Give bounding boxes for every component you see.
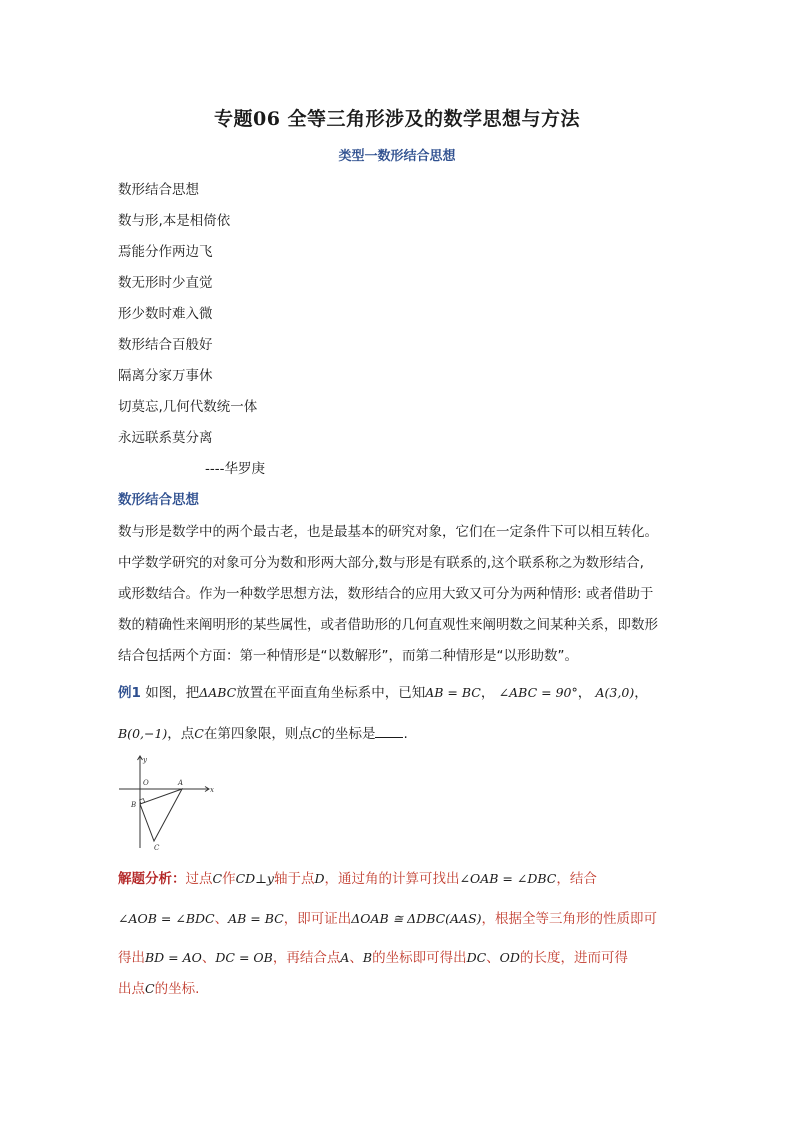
analysis-line-2 (118, 907, 657, 927)
analysis-text: ，即可证出 (283, 911, 352, 927)
coordinate-figure (117, 752, 217, 852)
math-expr: A (340, 950, 350, 965)
poem-line: 数无形时少直觉 (118, 275, 213, 291)
page-title: 专题06 全等三角形涉及的数学思想与方法 (213, 108, 581, 130)
math-expr: A(3,0) (595, 685, 635, 700)
poem-line: 切莫忘,几何代数统一体 (118, 399, 258, 415)
example-line-1 (118, 681, 648, 701)
math-expr: ∠AOB = ∠BDC (118, 911, 215, 926)
analysis-text: 的长度，进而可得 (519, 950, 628, 966)
math-expr: B (362, 950, 373, 965)
poem-line: 焉能分作两边飞 (118, 244, 213, 260)
poem-author: ----华罗庚 (205, 461, 265, 477)
paragraph-line: 数的精确性来阐明形的某些属性，或者借助形的几何直观性来阐明数之间某种关系，即数形 (118, 617, 658, 633)
analysis-text: 、 (349, 950, 363, 966)
poem-line: 隔离分家万事休 (118, 368, 213, 384)
analysis-text: 出点 (118, 981, 145, 997)
math-expr: ΔOAB ≅ ΔDBC(AAS) (351, 911, 482, 926)
example-text: 的坐标是 (321, 726, 376, 742)
analysis-text: 的坐标. (154, 981, 200, 997)
math-expr: D (314, 871, 325, 886)
analysis-text: 轴于点 (273, 871, 315, 887)
math-expr: DC (466, 950, 487, 965)
math-expr: C (212, 871, 223, 886)
math-expr: C (145, 981, 155, 996)
math-expr: AB = BC (228, 911, 284, 926)
math-expr: C (311, 726, 322, 741)
example-line-2 (118, 722, 408, 742)
right-angle-mark (140, 799, 145, 804)
point-label-o: O (143, 779, 149, 787)
analysis-line-3 (118, 946, 628, 966)
math-expr: CD⊥y (235, 871, 274, 886)
math-expr: ∠ABC = 90° (498, 685, 578, 700)
paragraph-line: 数与形是数学中的两个最古老，也是最基本的研究对象，它们在一定条件下可以相互转化。 (118, 524, 658, 540)
example-text: . (403, 726, 408, 742)
poem-line: 永远联系莫分离 (118, 430, 213, 446)
point-label-c: C (154, 844, 160, 852)
section-heading: 数形结合思想 (118, 492, 199, 508)
analysis-line-4 (118, 977, 199, 997)
analysis-text: 、 (214, 911, 229, 927)
answer-blank (375, 725, 403, 738)
paragraph-line: 中学数学研究的对象可分为数和形两大部分,数与形是有联系的,这个联系称之为数形结合, (118, 555, 644, 571)
example-label: 例1 (118, 685, 141, 701)
axis-label-x: x (210, 786, 214, 794)
analysis-text: ，结合 (556, 871, 597, 887)
point-label-b: B (131, 801, 137, 809)
analysis-text: 、 (201, 950, 216, 966)
axis-label-y: y (143, 756, 147, 764)
triangle-abc (140, 789, 182, 841)
analysis-text: 的坐标即可得出 (372, 950, 467, 966)
math-expr: B(0,−1) (118, 726, 168, 741)
example-text: ， (634, 685, 648, 701)
analysis-text: 作 (222, 871, 236, 887)
analysis-text: ，根据全等三角形的性质即可 (481, 911, 658, 927)
paragraph-line: 或形数结合。作为一种数学思想方法，数形结合的应用大致又可分为两种情形: 或者借助于 (118, 586, 654, 602)
example-text: 在第四象限，则点 (203, 726, 312, 742)
analysis-label: 解题分析： (118, 871, 186, 887)
math-expr: OD (499, 950, 520, 965)
math-expr: BD = AO (145, 950, 202, 965)
analysis-text: ，再结合点 (272, 950, 341, 966)
math-expr: ΔABC (199, 685, 237, 700)
analysis-text: ，通过角的计算可找出 (324, 871, 460, 887)
analysis-text: 、 (486, 950, 500, 966)
analysis-text: 过点 (185, 871, 213, 887)
section-subtitle: 类型一数形结合思想 (338, 149, 456, 164)
math-expr: DC = OB (215, 950, 273, 965)
point-label-a: A (178, 779, 184, 787)
poem-line: 数形结合思想 (118, 182, 199, 198)
poem-line: 数与形,本是相倚依 (118, 213, 231, 229)
example-text: ，点 (167, 726, 195, 742)
math-expr: AB = BC (425, 685, 481, 700)
analysis-line-1 (118, 867, 597, 887)
example-text: 如图，把 (145, 685, 200, 701)
example-text: ， (480, 685, 495, 701)
math-expr: ∠OAB = ∠DBC (459, 871, 557, 886)
paragraph-line: 结合包括两个方面：第一种情形是“以数解形”，而第二种情形是“以形助数”。 (118, 648, 578, 664)
math-expr: C (194, 726, 204, 741)
poem-line: 数形结合百般好 (118, 337, 213, 353)
analysis-text: 得出 (118, 950, 145, 966)
poem-line: 形少数时难入微 (118, 306, 213, 322)
example-text: 放置在平面直角坐标系中，已知 (236, 685, 426, 701)
example-text: ， (577, 685, 592, 701)
